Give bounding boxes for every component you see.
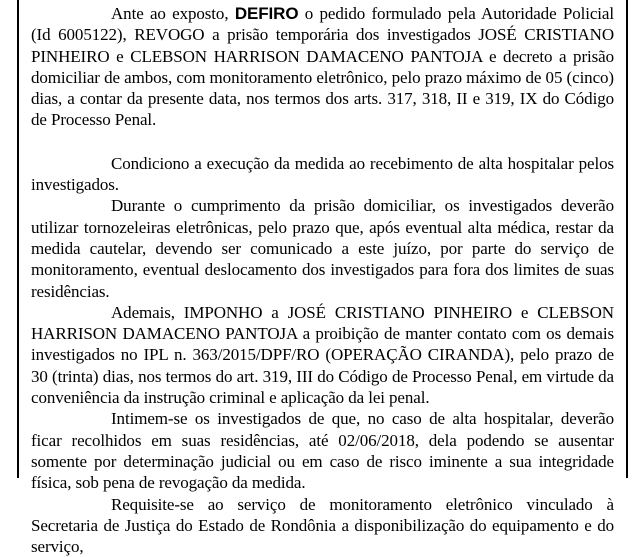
page-border-right — [626, 0, 628, 478]
document-body — [31, 3, 614, 557]
paragraph-decision — [31, 3, 614, 131]
paragraph-request: Requisite-se ao serviço de monitoramento eletrônico vinculado à Secretaria de Justiça do Estado de Rondônia a disponibilização do equipamento e do serviço, — [31, 494, 614, 557]
page-border-left — [17, 0, 19, 478]
paragraph-notification: Intimem-se os investigados de que, no caso de alta hospitalar, deverão ficar recolhidos em suas residências, até 02/06/2018, dela podendo se ausentar somente por determinação judicial ou em caso de risco iminente a sua integridade física, sob pena de revogação da medida. — [31, 409, 614, 493]
keyword-defiro: DEFIRO — [234, 4, 299, 23]
paragraph-decision-rest: o pedido formulado pela Autoridade Policial (Id 6005122), REVOGO a prisão temporária dos investigados JOSÉ CRISTIANO PINHEIRO e CLEBSON HARRISON DAMACENO PANTOJA e decreto a prisão domiciliar de ambos, com monitoramento eletrônico, pelo prazo máximo de 05 (cinco) dias, a contar da presente data, nos termos dos arts. 317, 318, II e 319, IX do Código de Processo Penal. — [31, 4, 614, 130]
paragraph-decision-lead: Ante ao exposto, — [111, 4, 235, 23]
paragraph-contact-ban: Ademais, IMPONHO a JOSÉ CRISTIANO PINHEIRO e CLEBSON HARRISON DAMACENO PANTOJA a proibição de manter contato com os demais investigados no IPL n. 363/2015/DPF/RO (OPERAÇÃO CIRANDA), pelo prazo de 30 (trinta) dias, nos termos do art. 319, III do Código de Processo Penal, em virtude da conveniência da instrução criminal e aplicação da lei penal. — [31, 302, 614, 408]
paragraph-condition: Condiciono a execução da medida ao recebimento de alta hospitalar pelos investigados. — [31, 153, 614, 195]
paragraph-monitoring: Durante o cumprimento da prisão domiciliar, os investigados deverão utilizar tornozeleiras eletrônicas, pelo prazo que, após eventual alta médica, restar da medida cautelar, devendo ser comunicado a este juízo, por parte do serviço de monitoramento, eventual deslocamento dos investigados para fora dos limites de suas residências. — [31, 196, 614, 301]
